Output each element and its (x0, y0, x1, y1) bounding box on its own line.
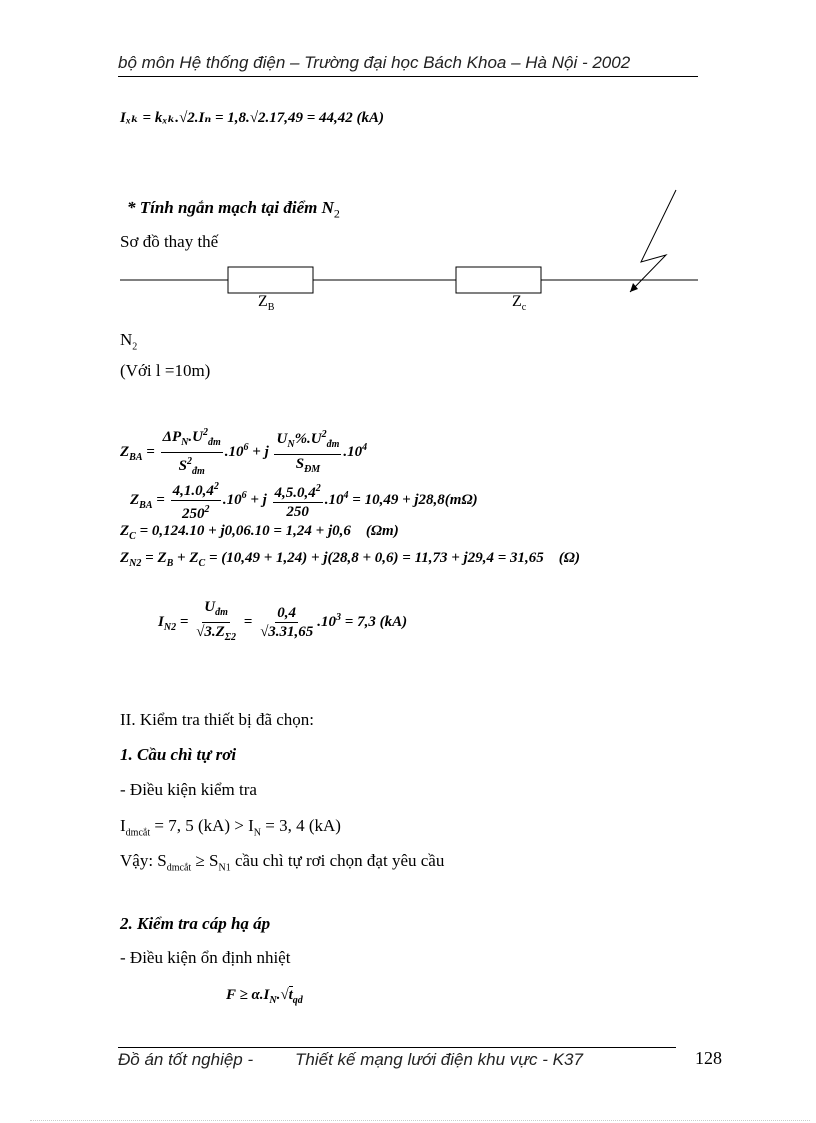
footer-left: Đồ án tốt nghiệp - (118, 1050, 254, 1069)
sub2-condition: - Điều kiện ổn định nhiệt (120, 948, 291, 967)
eq-zba-general: $Z_{BA}$ = $\frac{\Delta P_N.U^2_{đm}}{S^2_{đm}}$ $.10^6 + j$ $\frac{U_N\%.U^2_{đm}}{S_{ĐM}}$ $.10^4$ (120, 424, 367, 481)
section-ii-title: II. Kiểm tra thiết bị đã chọn: (120, 710, 315, 729)
sub1-condition: - Điều kiện kiểm tra (120, 780, 257, 799)
page-bottom-edge (30, 1120, 810, 1121)
equivalent-circuit-diagram (0, 0, 816, 330)
label-zb: $Z_B$ (258, 293, 275, 314)
footer-title: Thiết kế mạng lưới điện khu vực - K37 (295, 1050, 583, 1069)
sub2-title: 2. Kiểm tra cáp hạ áp (120, 914, 271, 933)
eq-zc: $Z_C = 0,124.10 + j0,06.10 = 1,24 + j0,6$ (Ωm) (120, 523, 399, 542)
label-n2: $N_2$ (120, 330, 138, 353)
eq-thermal-stability: $F \ge \alpha.I_N.√t_{qd}$ (226, 987, 303, 1006)
short-circuit-bolt-icon (630, 190, 676, 292)
diagram-label: Sơ đồ thay thế (120, 232, 219, 251)
resistor-zb (228, 267, 313, 293)
eq-in2: $I_{N2}$ = $\frac{U_{đm}}{√3.Z_{\Sigma 2}}$ = $\frac{0,4}{√3.31,65}$ $.10^3 = 7,3$ (kA) (158, 598, 407, 647)
fraction-in2-numeric: $\frac{0,4}{√3.31,65}$ (260, 605, 314, 640)
eq-zn2: $Z_{N2} = Z_B + Z_C = (10,49 + 1,24) + j(28,8 + 0,6) = 11,73 + j29,4 = 31,65$ (Ω) (120, 550, 580, 569)
section-n2-title: * Tính ngắn mạch tại điểm $N_2$ (127, 198, 340, 221)
sub1-line1: $I_{dmcắt} = 7$, 5 $(kA) > I_N = 3$, 4 (kA) (120, 816, 341, 839)
label-zc: $Z_c$ (512, 293, 527, 314)
fraction-zba-imag: $\frac{4,5.0,4^2}{250}$ (273, 480, 323, 521)
sub1-line2: Vậy: $S_{dmcắt} \ge S_{N1}$ cầu chì tự rơi chọn đạt yêu cầu (120, 851, 445, 874)
sub1-title: 1. Cầu chì tự rơi (120, 745, 237, 764)
footer-rule (118, 1047, 676, 1048)
page-header: bộ môn Hệ thống điện – Trường đại học Bách Khoa – Hà Nội - 2002 (118, 53, 631, 72)
resistor-zc (456, 267, 541, 293)
page-number: 128 (695, 1048, 722, 1068)
fraction-in2-symbolic: $\frac{U_{đm}}{√3.Z_{\Sigma 2}}$ (196, 599, 236, 643)
eq-ixk: Iₓₖ = kₓₖ.√2.Iₙ = 1,8.√2.17,49 = 44,42 (kA) (120, 110, 385, 126)
with-length-note: (Với l =10m) (120, 361, 211, 380)
fraction-un: $\frac{U_N\%.U^2_{đm}}{S_{ĐM}}$ (274, 426, 341, 479)
fraction-zba-real: $\frac{4,1.0,4^2}{250^2}$ (171, 478, 221, 523)
eq-zba-values: $Z_{BA}$ = $\frac{4,1.0,4^2}{250^2}$ $.10^6 + j$ $\frac{4,5.0,4^2}{250}$ $.10^4 = 10,49 + j28,8(m\Omega)$ (130, 478, 478, 523)
fraction-pn: $\frac{\Delta P_N.U^2_{đm}}{S^2_{đm}}$ (161, 424, 223, 481)
